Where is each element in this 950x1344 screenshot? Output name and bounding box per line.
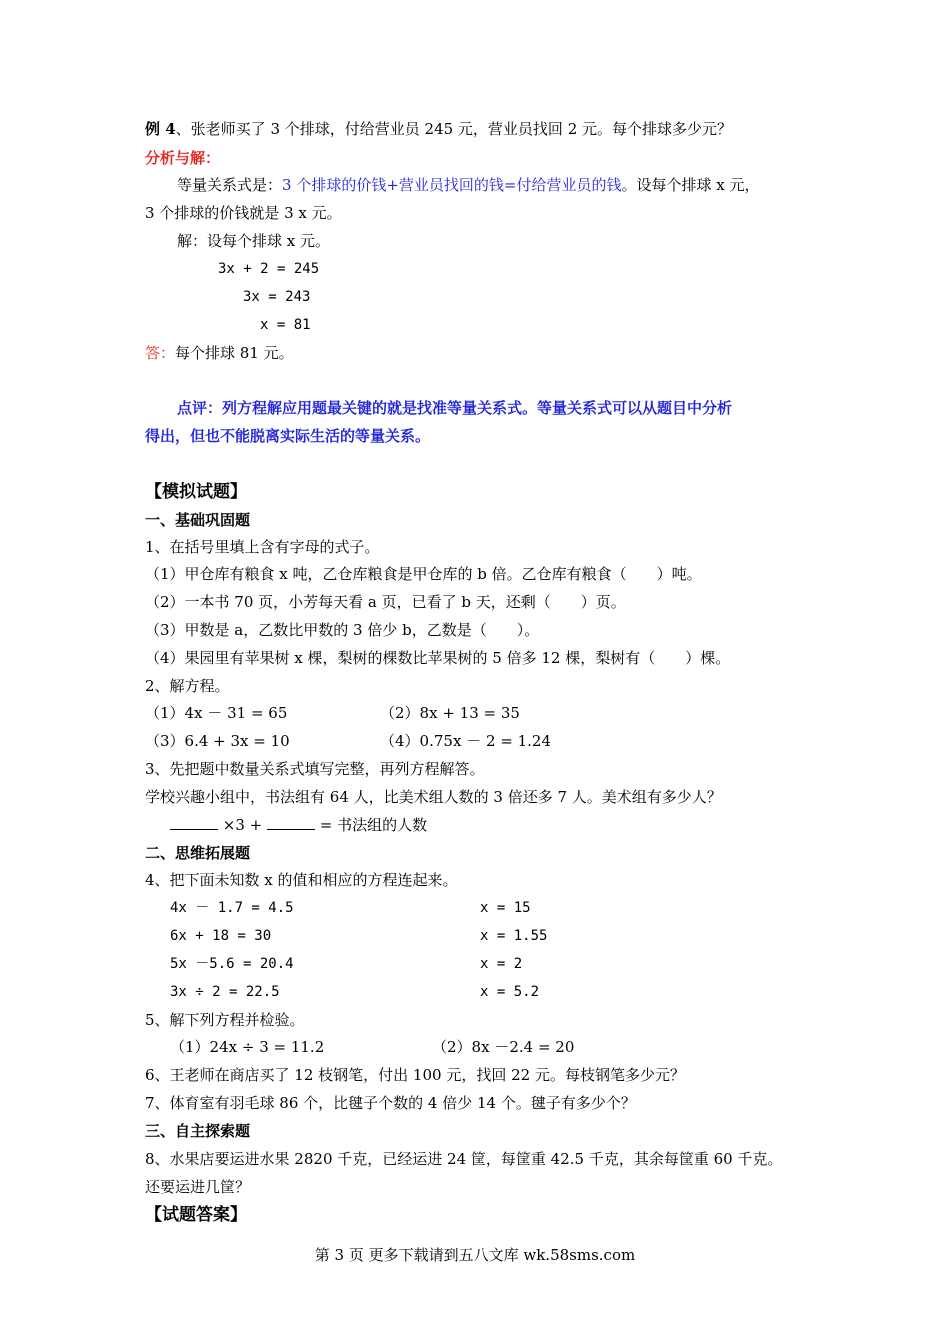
mock-heading: 【模拟试题】 <box>145 482 247 502</box>
q3-mid-1: ×3 + <box>218 816 267 834</box>
part2-title: 二、思维拓展题 <box>145 844 251 862</box>
q3-text: 学校兴趣小组中，书法组有 64 人，比美术组人数的 3 倍还多 7 人。美术组有多少人？ <box>145 788 722 806</box>
q1-item-1: （1）甲仓库有粮食 x 吨，乙仓库粮食是甲仓库的 b 倍。乙仓库有粮食（ ）吨。 <box>145 565 702 583</box>
part3-title: 三、自主探索题 <box>145 1122 251 1140</box>
q8-line-2: 还要运进几筐？ <box>145 1178 251 1196</box>
q5-title: 5、解下列方程并检验。 <box>145 1011 305 1029</box>
q4-value-3: x = 2 <box>480 956 523 972</box>
example-label: 例 4 <box>145 120 176 138</box>
comment-line-1: 点评：列方程解应用题最关键的就是找准等量关系式。等量关系式可以从题目中分析 <box>177 399 733 417</box>
page-footer: 第 3 页 更多下载请到五八文库 wk.58sms.com <box>314 1246 636 1264</box>
blank-1 <box>170 815 218 830</box>
q4-value-4: x = 5.2 <box>480 984 540 1000</box>
q2-item-4: （4）0.75x － 2 = 1.24 <box>380 732 551 750</box>
q4-title: 4、把下面未知数 x 的值和相应的方程连起来。 <box>145 871 458 889</box>
solve-step-2: 3x = 243 <box>243 289 311 305</box>
analysis-title: 分析与解： <box>145 149 221 167</box>
q4-value-1: x = 15 <box>480 900 531 916</box>
q3-relation <box>170 815 427 835</box>
q4-equation-4: 3x ÷ 2 = 22.5 <box>170 984 280 1000</box>
solve-step-1: 3x + 2 = 245 <box>218 261 320 277</box>
blank-2 <box>267 815 315 830</box>
part1-title: 一、基础巩固题 <box>145 511 251 529</box>
example-question-text: 、张老师买了 3 个排球，付给营业员 245 元，营业员找回 2 元。每个排球多少元？ <box>175 120 733 138</box>
relation-tail: 。设每个排球 x 元， <box>621 176 760 194</box>
answer-label: 答： <box>145 344 176 362</box>
q6: 6、王老师在商店买了 12 枝钢笔，付出 100 元，找回 22 元。每枝钢笔多少元？ <box>145 1066 685 1084</box>
q7: 7、体育室有羽毛球 86 个，比毽子个数的 4 倍少 14 个。毽子有多少个？ <box>145 1094 636 1112</box>
comment-line-2: 得出，但也不能脱离实际生活的等量关系。 <box>145 427 431 445</box>
example-question <box>145 119 732 139</box>
q1-item-3: （3）甲数是 a，乙数比甲数的 3 倍少 b，乙数是（ ）。 <box>145 621 540 639</box>
answer-line <box>145 343 294 363</box>
answer-text: 每个排球 81 元。 <box>175 344 294 362</box>
q5-item-2: （2）8x －2.4 = 20 <box>432 1038 575 1056</box>
relation-line-2: 3 个排球的价钱就是 3 x 元。 <box>145 204 342 222</box>
q2-title: 2、解方程。 <box>145 677 230 695</box>
q5-item-1: （1）24x ÷ 3 = 11.2 <box>170 1038 325 1056</box>
relation-formula: 3 个排球的价钱+营业员找回的钱=付给营业员的钱 <box>282 176 622 194</box>
q3-mid-2: = 书法组的人数 <box>314 816 428 834</box>
q2-item-2: （2）8x + 13 = 35 <box>380 704 520 722</box>
q4-equation-3: 5x －5.6 = 20.4 <box>170 956 294 972</box>
q2-item-3: （3）6.4 + 3x = 10 <box>145 732 290 750</box>
q1-title: 1、在括号里填上含有字母的式子。 <box>145 538 380 556</box>
relation-intro: 等量关系式是： <box>177 176 283 194</box>
q3-title: 3、先把题中数量关系式填写完整，再列方程解答。 <box>145 760 485 778</box>
relation-line <box>177 175 759 195</box>
solve-step-3: x = 81 <box>260 317 311 333</box>
q2-item-1: （1）4x － 31 = 65 <box>145 704 288 722</box>
q8-line-1: 8、水果店要运进水果 2820 千克，已经运进 24 筐，每筐重 42.5 千克，其余每筐重 60 千克。 <box>145 1150 783 1168</box>
q1-item-2: （2）一本书 70 页，小芳每天看 a 页，已看了 b 天，还剩（ ）页。 <box>145 593 626 611</box>
q4-equation-1: 4x － 1.7 = 4.5 <box>170 900 294 916</box>
q4-value-2: x = 1.55 <box>480 928 548 944</box>
q1-item-4: （4）果园里有苹果树 x 棵，梨树的棵数比苹果树的 5 倍多 12 棵，梨树有（ ）棵。 <box>145 649 731 667</box>
solve-intro: 解：设每个排球 x 元。 <box>177 232 330 250</box>
q4-equation-2: 6x + 18 = 30 <box>170 928 272 944</box>
answers-heading: 【试题答案】 <box>145 1205 247 1225</box>
